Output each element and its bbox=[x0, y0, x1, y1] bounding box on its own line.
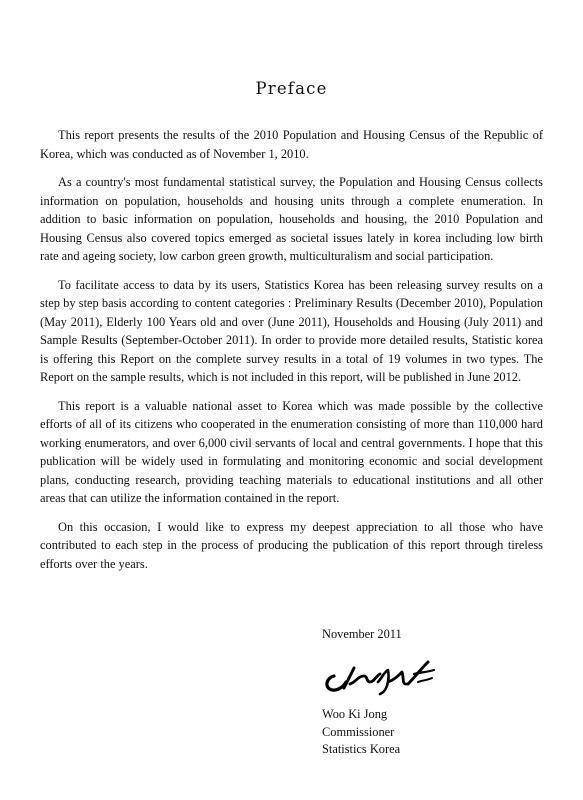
date-line: November 2011 bbox=[322, 627, 402, 641]
page-title: Preface bbox=[255, 79, 328, 98]
handwritten-signature bbox=[318, 652, 438, 696]
paragraph-release-schedule: To facilitate access to data by its users, Statistics Korea has been releasing survey results on a step by step basis according to content categories : Preliminary Results (December 2010), Population (May 2011), Elderly 100 Years old and over (June 2011), Households and Housing (July 2011) and Sample Results (September-October 2011). In order to provide more detailed results, Statistic korea is offering this Report on the complete survey results in a total of 19 volumes in two types. The Report on the sample results, which is not included in this report, will be published in June 2012. bbox=[40, 277, 543, 384]
paragraph-census-scope: As a country's most fundamental statistical survey, the Population and Housing Census collects information on population, households and housing units through a complete enumeration. In addition to basic information on population, households and housing, the 2010 Population and Housing Census also covered topics emerged as societal issues lately in korea including low birth rate and ageing society, low carbon green growth, multiculturalism and social participation. bbox=[40, 175, 543, 263]
signatory-organization: Statistics Korea bbox=[322, 742, 401, 756]
paragraph-intro: This report presents the results of the 2010 Population and Housing Census of the Republic of Korea, which was conducted as of November 1, 2010. bbox=[40, 128, 543, 161]
signatory-name: Woo Ki Jong bbox=[322, 707, 388, 721]
paragraph-national-asset: This report is a valuable national asset to Korea which was made possible by the collective efforts of all of its citizens who cooperated in the enumeration consisting of more than 110,000 hard working enumerators, and over 6,000 civil servants of local and central governments. I hope that this publication will be widely used in formulating and monitoring economic and social development plans, conducting research, providing teaching materials to educational institutions and all other areas that can utilize the information contained in the report. bbox=[40, 398, 543, 505]
signatory-block bbox=[322, 706, 400, 759]
paragraph-appreciation: On this occasion, I would like to express my deepest appreciation to all those who have contributed to each step in the process of producing the publication of this report through tireless efforts over the years. bbox=[40, 519, 543, 571]
preface-body bbox=[40, 126, 543, 583]
signatory-position: Commissioner bbox=[322, 724, 395, 739]
